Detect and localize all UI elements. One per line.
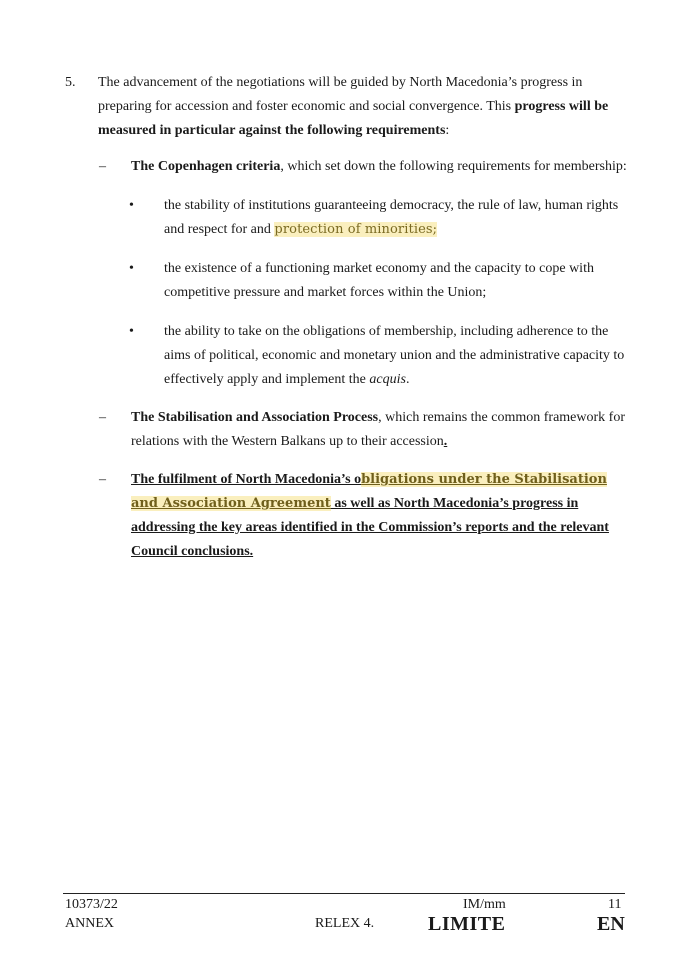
annex-label: ANNEX <box>65 916 114 931</box>
highlight-protection-of-minorities: protection of minorities; <box>274 222 438 237</box>
paragraph-text-end: : <box>445 123 450 138</box>
bullet-marker: • <box>129 198 134 213</box>
bullet-item-democracy <box>164 194 630 242</box>
sap-title: The Stabilisation and Association Process <box>131 410 379 425</box>
bullet-item-market-economy <box>164 257 630 305</box>
dash-marker-fulfilment: – <box>99 472 106 487</box>
paragraph-text-bold: progress will be measured in particular against the following requirements <box>98 99 609 138</box>
paragraph-text <box>98 71 628 143</box>
bullet-2-text: the existence of a functioning market economy and the capacity to cope with competitive pressure and market forces within the Union; <box>164 261 594 300</box>
copenhagen-rest: , which set down the following requirements for membership: <box>280 159 627 174</box>
paragraph-number: 5. <box>65 75 76 90</box>
doc-number: 10373/22 <box>65 897 118 912</box>
bullet-item-obligations <box>164 320 630 392</box>
footer-rule <box>63 893 625 894</box>
bullet-3-acquis: acquis <box>369 372 406 387</box>
fulfilment-text-b: as well as North Macedonia’s progress in addressing the key areas identified in the Commission’s reports and the relevant Council conclusions. <box>131 496 609 559</box>
bullet-1-text: the stability of institutions guaranteeing democracy, the rule of law, human rights and respect for and <box>164 198 619 237</box>
initials: IM/mm <box>463 897 506 912</box>
copenhagen-title: The Copenhagen criteria <box>131 159 281 174</box>
dash-marker-sap: – <box>99 410 106 425</box>
fulfilment-text-a: The fulfilment of North Macedonia’s o <box>131 472 362 487</box>
relex-label: RELEX 4. <box>315 916 375 931</box>
bullet-3-text: the ability to take on the obligations of membership, including adherence to the aims of political, economic and monetary union and the administrative capacity to effectively apply and implement the <box>164 324 625 387</box>
paragraph-text-a: The advancement of the negotiations will be guided by North Macedonia’s progress in preparing for accession and foster economic and social convergence. This <box>98 75 583 114</box>
highlight-sa-agreement: bligations under the Stabilisation and Association Agreement <box>131 472 607 511</box>
sap-rest: , which remains the common framework for relations with the Western Balkans up to their accession <box>131 410 625 449</box>
dash-marker-copenhagen: – <box>99 159 106 174</box>
fulfilment-item <box>131 468 609 564</box>
copenhagen-criteria-item <box>131 155 631 179</box>
bullet-3-end: . <box>405 372 410 387</box>
bullet-marker: • <box>129 261 134 276</box>
bullet-marker: • <box>129 324 134 339</box>
language-code: EN <box>597 913 625 935</box>
limite-marking: LIMITE <box>428 913 506 935</box>
sap-item <box>131 406 631 454</box>
page-number: 11 <box>608 897 622 912</box>
sap-end: . <box>443 434 448 449</box>
